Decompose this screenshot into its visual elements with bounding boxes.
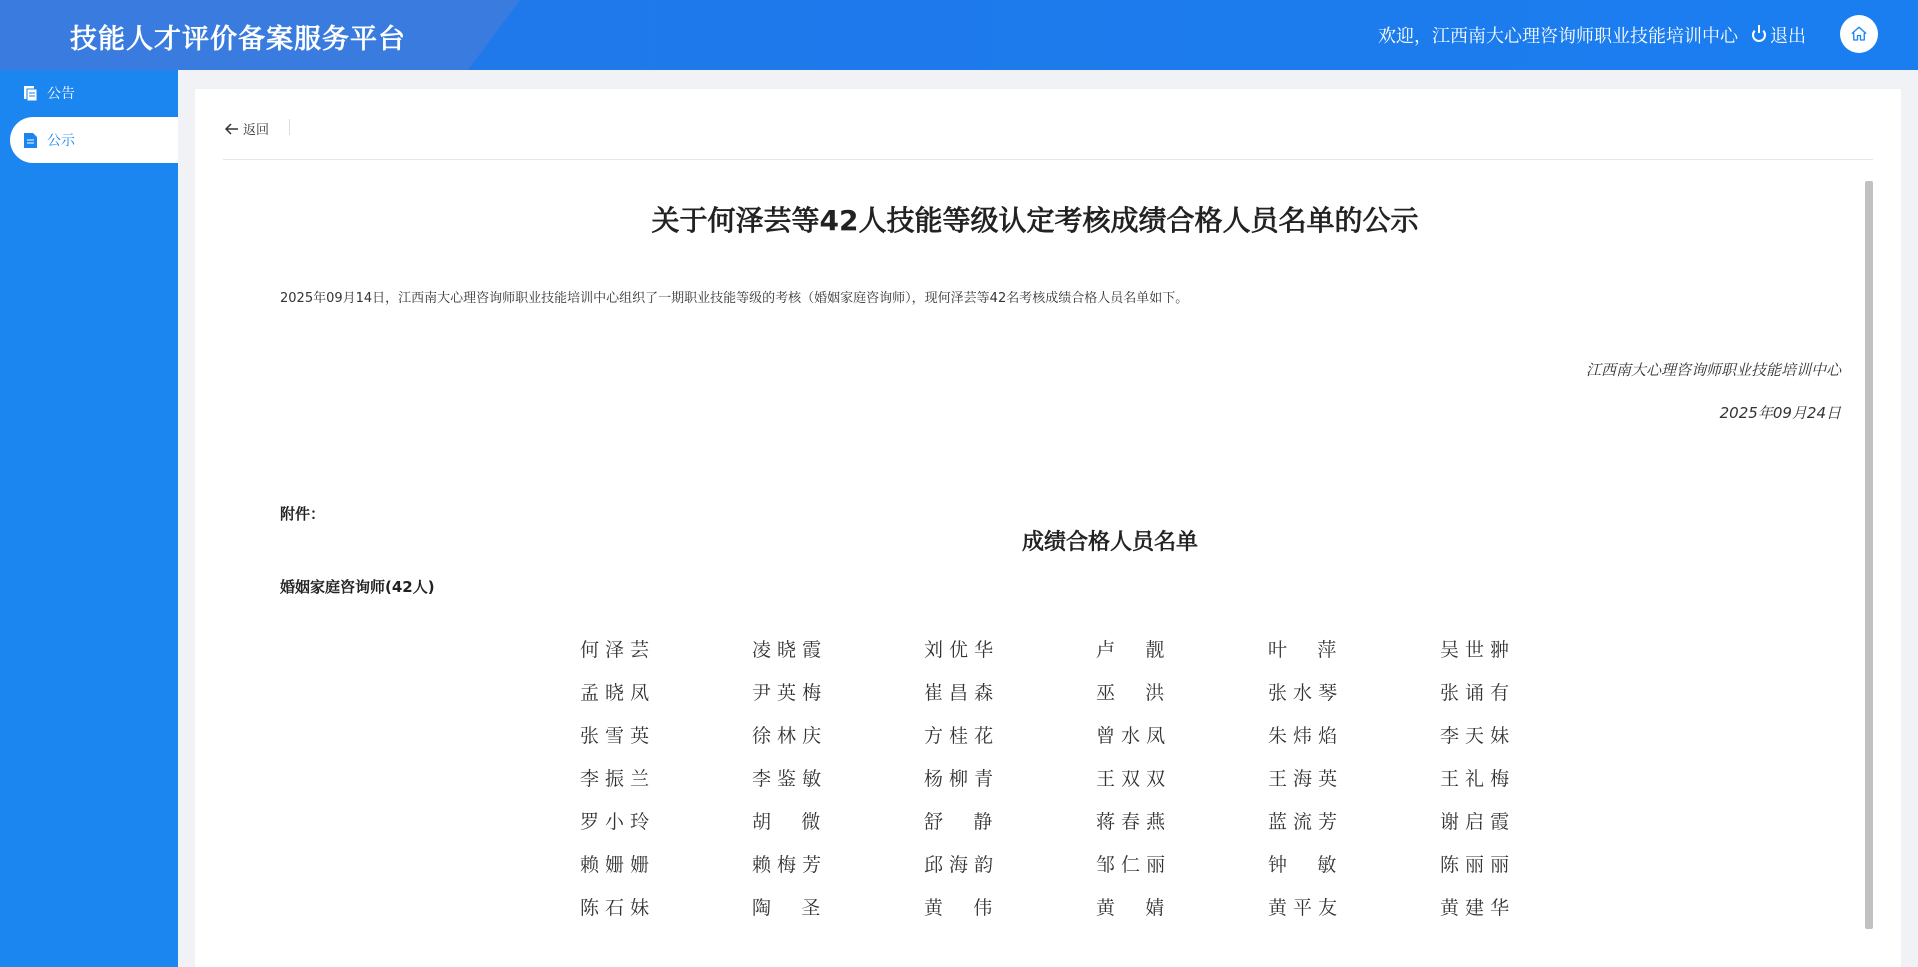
- home-icon: [1850, 25, 1868, 43]
- person-name: 陶 圣: [752, 897, 821, 919]
- person-name: 卢 靓: [1096, 639, 1165, 661]
- person-name: 陈 石 妹: [580, 897, 650, 919]
- person-name: 蓝 流 芳: [1268, 811, 1338, 833]
- back-label: 返回: [243, 123, 270, 138]
- page-title: 关于何泽芸等42人技能等级认定考核成绩合格人员名单的公示: [651, 204, 1419, 237]
- document-icon: [24, 133, 37, 148]
- person-name: 黄 婧: [1096, 897, 1165, 919]
- document-stack-icon: [24, 86, 37, 101]
- issuer-name: 江西南大心理咨询师职业技能培训中心: [1585, 361, 1841, 379]
- sidebar-item-label: 公示: [47, 133, 75, 149]
- person-name: 黄 建 华: [1440, 897, 1510, 919]
- person-name: 王 海 英: [1268, 768, 1338, 790]
- person-name: 朱 炜 焰: [1268, 725, 1338, 747]
- person-name: 尹 英 梅: [752, 682, 822, 704]
- person-name: 王 双 双: [1096, 768, 1166, 790]
- person-name: 钟 敏: [1268, 854, 1337, 876]
- person-name: 邹 仁 丽: [1096, 854, 1166, 876]
- arrow-left-icon: [225, 123, 239, 135]
- person-name: 王 礼 梅: [1440, 768, 1510, 790]
- notice-body: 2025年09月14日，江西南大心理咨询师职业技能培训中心组织了一期职业技能等级的考核（婚姻家庭咨询师），现何泽芸等42名考核成绩合格人员名单如下。: [280, 291, 1189, 306]
- main-area: [178, 70, 1918, 967]
- attachment-label: 附件：: [280, 505, 326, 523]
- list-title: 成绩合格人员名单: [1021, 530, 1198, 555]
- issue-date: 2025年09月24日: [1719, 404, 1841, 422]
- divider: [223, 159, 1873, 160]
- person-name: 曾 水 凤: [1096, 725, 1166, 747]
- person-name: 张 雪 英: [580, 725, 650, 747]
- power-icon: [1752, 28, 1766, 42]
- person-name: 李 振 兰: [580, 768, 650, 790]
- sidebar-item-announcement[interactable]: [10, 70, 178, 116]
- person-name: 赖 姗 姗: [580, 854, 650, 876]
- back-button[interactable]: [225, 119, 269, 138]
- names-grid: [580, 635, 1612, 936]
- person-name: 孟 晓 凤: [580, 682, 650, 704]
- person-name: 罗 小 玲: [580, 811, 650, 833]
- person-name: 舒 静: [924, 811, 993, 833]
- person-name: 陈 丽 丽: [1440, 854, 1510, 876]
- person-name: 徐 林 庆: [752, 725, 822, 747]
- welcome-text: 欢迎，江西南大心理咨询师职业技能培训中心: [1378, 26, 1738, 47]
- person-name: 巫 洪: [1096, 682, 1165, 704]
- person-name: 何 泽 芸: [580, 639, 650, 661]
- person-name: 赖 梅 芳: [752, 854, 822, 876]
- person-name: 方 桂 花: [924, 725, 994, 747]
- home-button[interactable]: [1840, 15, 1878, 53]
- person-name: 邱 海 韵: [924, 854, 994, 876]
- person-name: 崔 昌 森: [924, 682, 994, 704]
- category-label: 婚姻家庭咨询师(42人): [280, 578, 435, 596]
- logout-label: 退出: [1770, 26, 1806, 47]
- top-header: [0, 0, 1918, 70]
- person-name: 刘 优 华: [924, 639, 994, 661]
- separator: [289, 119, 290, 135]
- person-name: 蒋 春 燕: [1096, 811, 1166, 833]
- logout-button[interactable]: [1752, 22, 1806, 48]
- person-name: 李 鉴 敏: [752, 768, 822, 790]
- sidebar-item-label: 公告: [47, 86, 75, 102]
- person-name: 胡 微: [752, 811, 821, 833]
- person-name: 叶 萍: [1268, 639, 1337, 661]
- person-name: 杨 柳 青: [924, 768, 994, 790]
- person-name: 凌 晓 霞: [752, 639, 822, 661]
- person-name: 黄 平 友: [1268, 897, 1338, 919]
- person-name: 张 水 琴: [1268, 682, 1338, 704]
- person-name: 吴 世 翀: [1440, 639, 1510, 661]
- content-card: [195, 89, 1901, 967]
- person-name: 黄 伟: [924, 897, 993, 919]
- platform-title: 技能人才评价备案服务平台: [70, 24, 406, 55]
- person-name: 李 天 妹: [1440, 725, 1510, 747]
- sidebar: [0, 70, 178, 967]
- person-name: 张 诵 有: [1440, 682, 1510, 704]
- person-name: 谢 启 霞: [1440, 811, 1510, 833]
- sidebar-item-publicity[interactable]: [10, 117, 178, 163]
